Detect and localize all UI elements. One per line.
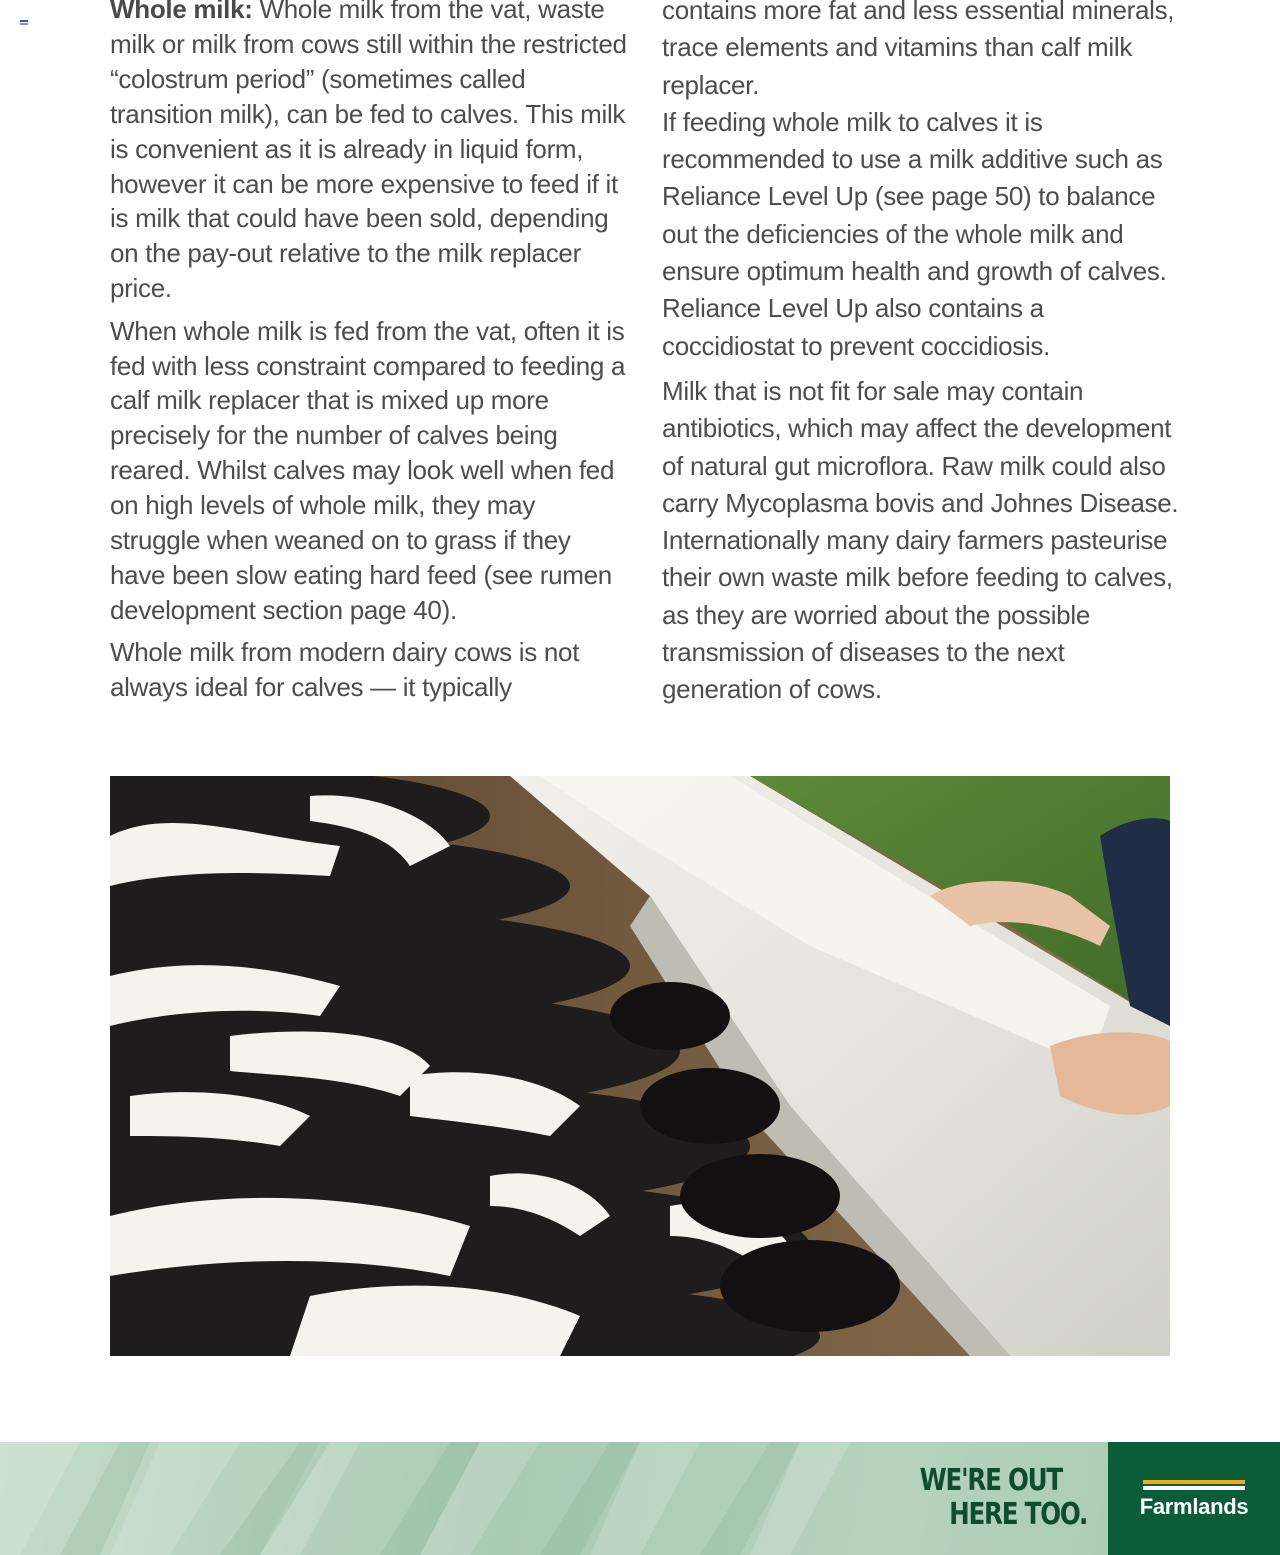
paragraph-whole-milk bbox=[110, 0, 630, 306]
paragraph-fed-from-vat: When whole milk is fed from the vat, often it is fed with less constraint compared to feeding a calf milk replacer that is mixed up more precisely for the number of calves being reared. Whilst calves may look well when fed on high levels of whole milk, they may struggle when weaned on to grass if they have been slow eating hard feed (see rumen development section page 40). bbox=[110, 315, 626, 625]
paragraph-modern-dairy: Whole milk from modern dairy cows is not always ideal for calves — it typically bbox=[110, 637, 580, 703]
corner-mark bbox=[20, 20, 28, 27]
article-right-column bbox=[662, 0, 1182, 709]
tagline-line-1: WE'RE OUT bbox=[919, 1463, 1062, 1498]
footer-tagline bbox=[920, 1464, 1100, 1532]
calves-feeding-illustration bbox=[110, 776, 1170, 1356]
lead-in-term: Whole milk: bbox=[110, 0, 253, 24]
paragraph-continued: contains more fat and less essential minerals, trace elements and vitamins than calf milk replacer. bbox=[662, 0, 1175, 100]
calves-feeding-photo bbox=[110, 776, 1170, 1356]
paragraph-milk-additive: If feeding whole milk to calves it is recommended to use a milk additive such as Reliance Level Up (see page 50) to balance out the deficiencies of the whole milk and ensure optimum health and growth of calves. Reliance Level Up also contains a coccidiostat to prevent coccidiosis. bbox=[662, 106, 1167, 361]
logo-stripes bbox=[1143, 1480, 1245, 1492]
paragraph-text: Whole milk from the vat, waste milk or milk from cows still within the restricted “colostrum period” (sometimes called transition milk), can be fed to calves. This milk is convenient as it is already in liquid form, however it can be more expensive to feed if it is milk that could have been sold, depending on the pay-out relative to the milk replacer price. bbox=[110, 0, 627, 304]
footer-banner bbox=[0, 1442, 1280, 1555]
article-left-column bbox=[110, 0, 630, 705]
tagline-line-2: HERE TOO. bbox=[949, 1497, 1088, 1532]
farmlands-logo bbox=[1108, 1442, 1280, 1555]
paragraph-unfit-milk: Milk that is not fit for sale may contain antibiotics, which may affect the development of natural gut microflora. Raw milk could also carry Mycoplasma bovis and Johnes Disease. Internationally many dairy farmers pasteurise their own waste milk before feeding to calves, as they are worried about the possible transmission of diseases to the next generation of cows. bbox=[662, 375, 1179, 705]
logo-wordmark: Farmlands bbox=[1139, 1494, 1249, 1519]
